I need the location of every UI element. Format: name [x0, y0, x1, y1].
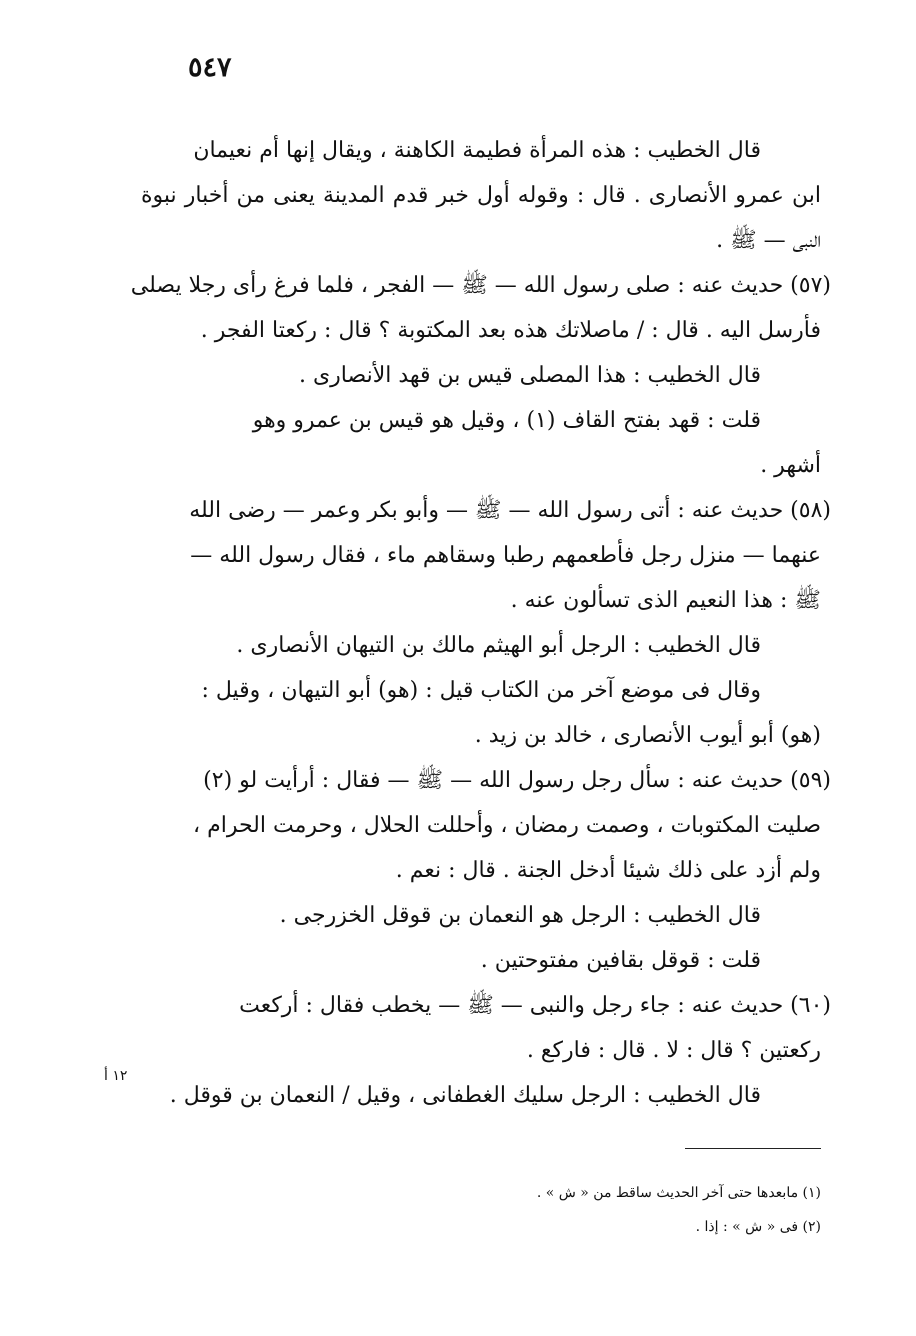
page-number: ٥٤٧ — [188, 52, 232, 83]
footnote: (١) مابعدها حتى آخر الحديث ساقط من « ش » . — [536, 1185, 821, 1201]
text-line: عنهما — منزل رجل فأطعمهم رطبا وسقاهم ماء ، فقال رسول الله — — [190, 543, 821, 568]
text-line: قلت : قوقل بقافين مفتوحتين . — [480, 948, 761, 973]
hadith-60-line: (٦٠) حديث عنه : جاء رجل والنبى — ﷺ — يخطب فقال : أركعت — [239, 993, 831, 1018]
footnote: (٢) فى « ش » : إذا . — [695, 1219, 821, 1235]
text-line: وقال فى موضع آخر من الكتاب قيل : (هو) أبو التيهان ، وقيل : — [201, 678, 761, 703]
text-line: قال الخطيب : هذه المرأة فطيمة الكاهنة ، ويقال إنها أم نعيمان — [193, 138, 761, 163]
text-line: قال الخطيب : هذا المصلى قيس بن قهد الأنصارى . — [298, 363, 761, 388]
text-line: قلت : قهد بفتح القاف (١) ، وقيل هو قيس بن عمرو وهو — [252, 408, 761, 433]
text-line: قال الخطيب : الرجل أبو الهيثم مالك بن التيهان الأنصارى . — [236, 633, 761, 658]
text-line: النبى — ﷺ . — [716, 228, 821, 253]
hadith-59-line: (٥٩) حديث عنه : سأل رجل رسول الله — ﷺ — فقال : أرأيت لو (٢) — [203, 768, 831, 793]
main-text — [130, 128, 831, 1118]
footnote-divider — [685, 1148, 821, 1149]
text-line: ابن عمرو الأنصارى . قال : وقوله أول خبر قدم المدينة يعنى من أخبار نبوة — [141, 183, 821, 208]
hadith-57-line: (٥٧) حديث عنه : صلى رسول الله — ﷺ — الفجر ، فلما فرغ رأى رجلا يصلى — [130, 273, 831, 298]
text-line: قال الخطيب : الرجل هو النعمان بن قوقل الخزرجى . — [279, 903, 761, 928]
footnotes — [141, 1176, 821, 1244]
text-line: قال الخطيب : الرجل سليك الغطفانى ، وقيل / النعمان بن قوقل . — [169, 1083, 761, 1108]
margin-folio-note: ١٢ أ — [104, 1068, 128, 1084]
text-line: صليت المكتوبات ، وصمت رمضان ، وأحللت الحلال ، وحرمت الحرام ، — [193, 813, 821, 838]
text-line: فأرسل اليه . قال : / ماصلاتك هذه بعد المكتوبة ؟ قال : ركعتا الفجر . — [200, 318, 821, 343]
text-line: (هو) أبو أيوب الأنصارى ، خالد بن زيد . — [474, 723, 821, 748]
text-line: ﷺ : هذا النعيم الذى تسألون عنه . — [510, 588, 821, 613]
text-line: ركعتين ؟ قال : لا . قال : فاركع . — [526, 1038, 821, 1063]
text-line: ولم أزد على ذلك شيئا أدخل الجنة . قال : نعم . — [395, 858, 821, 883]
hadith-58-line: (٥٨) حديث عنه : أتى رسول الله — ﷺ — وأبو بكر وعمر — رضى الله — [189, 498, 831, 523]
text-line: أشهر . — [760, 453, 821, 478]
